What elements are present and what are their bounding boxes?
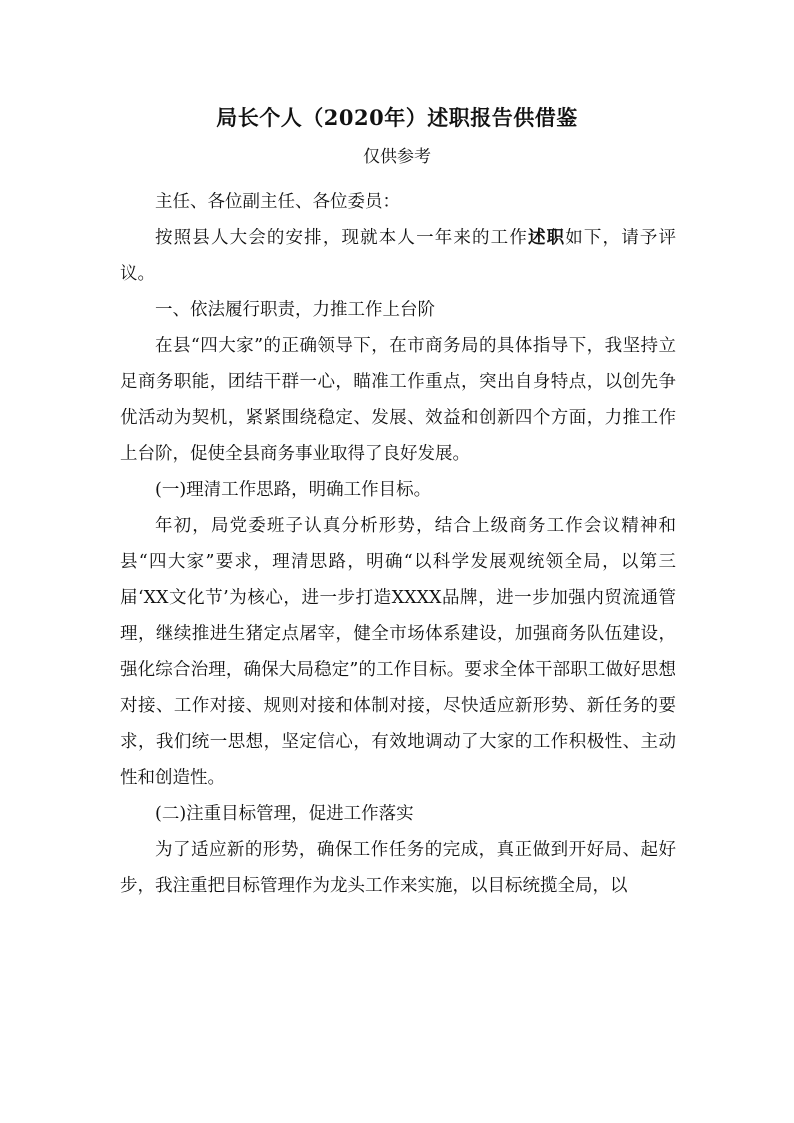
salutation: 主任、各位副主任、各位委员：: [155, 192, 400, 212]
intro-text-before: 按照县人大会的安排，现就本人一年来的工作: [155, 228, 528, 248]
subsection-1-paragraph: 年初，局党委班子认真分析形势，结合上级商务工作会议精神和县“四大家”要求，理清思路，明确“以科学发展观统领全局，以第三届‘XX文化节’为核心，进一步打造XXXX品牌，进一步加强内贸流通管理，继续推进生猪定点屠宰，健全市场体系建设，加强商务队伍建设，强化综合治理，确保大局稳定”的工作目标。要求全体干部职工做好思想对接、工作对接、规则对接和体制对接，尽快适应新形势、新任务的要求，我们统一思想，坚定信心，有效地调动了大家的工作积极性、主动性和创造性。: [120, 516, 676, 788]
subsection-heading-2: (二)注重目标管理，促进工作落实: [155, 804, 414, 824]
document-body: [120, 184, 676, 904]
subsection-heading-1: (一)理清工作思路，明确工作目标。: [155, 480, 432, 500]
intro-paragraph: [120, 220, 676, 292]
section-1-paragraph: 在县“四大家”的正确领导下，在市商务局的具体指导下，我坚持立足商务职能，团结干群一心，瞄准工作重点，突出自身特点，以创先争优活动为契机，紧紧围绕稳定、发展、效益和创新四个方面，力推工作上台阶，促使全县商务事业取得了良好发展。: [120, 336, 676, 464]
section-heading-1: 一、依法履行职责，力推工作上台阶: [155, 300, 435, 320]
intro-text-after: 如下，请予评议。: [120, 228, 677, 284]
subsection-2-paragraph: 为了适应新的形势，确保工作任务的完成，真正做到开好局、起好步，我注重把目标管理作为龙头工作来实施，以目标统揽全局，以: [120, 840, 676, 896]
intro-text-bold: 述职: [527, 228, 566, 248]
document-subtitle: 仅供参考: [363, 147, 431, 167]
document-title: 局长个人（2020年）述职报告供借鉴: [216, 105, 578, 130]
